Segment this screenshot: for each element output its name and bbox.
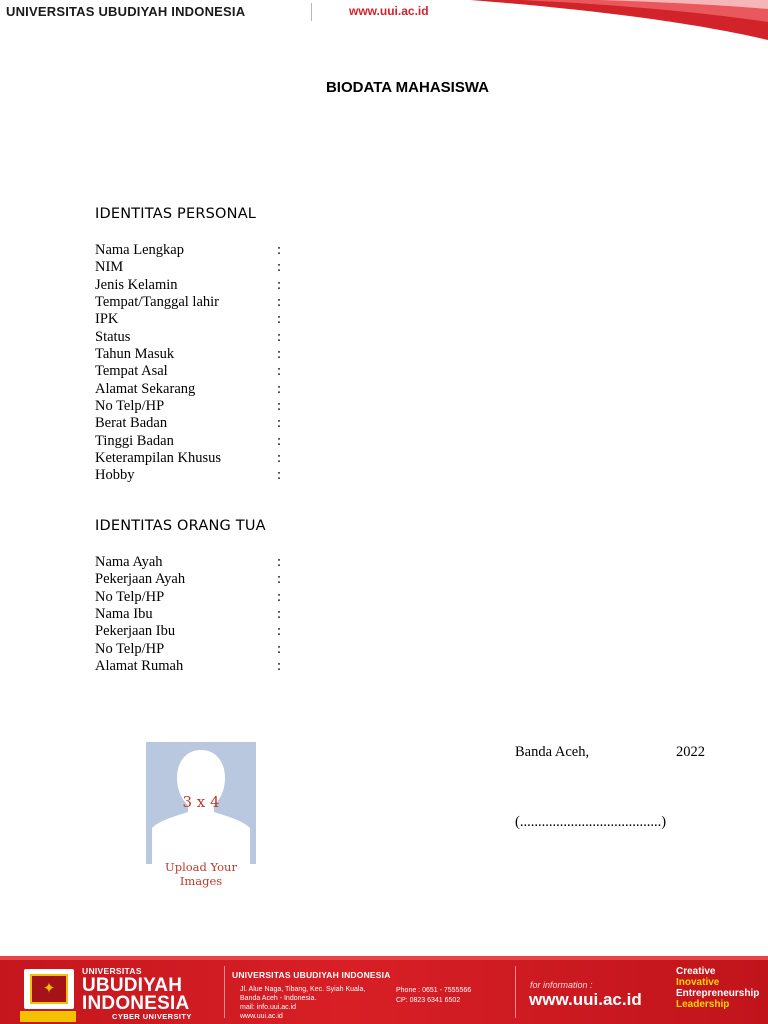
field-row (95, 623, 295, 640)
field-colon: : (277, 363, 282, 380)
signature-place: Banda Aceh, (515, 744, 590, 760)
field-colon: : (277, 328, 282, 345)
field-row (95, 606, 295, 623)
tagline-creative: Creative (676, 966, 716, 977)
field-colon: : (277, 658, 282, 675)
field-row (95, 277, 295, 294)
header-website-link[interactable]: www.uui.ac.id (349, 4, 429, 18)
field-colon: : (277, 606, 282, 623)
footer-website-link[interactable]: www.uui.ac.id (529, 990, 642, 1009)
field-colon: : (277, 432, 282, 449)
logo-cyber-text: CYBER UNIVERSITY (112, 1012, 192, 1021)
field-colon: : (277, 415, 282, 432)
field-row (95, 381, 295, 398)
field-row (95, 554, 295, 571)
logo-line-2: INDONESIA (82, 993, 190, 1014)
field-row (95, 259, 295, 276)
field-colon: : (277, 380, 282, 397)
parents-section-heading: IDENTITAS ORANG TUA (95, 518, 266, 534)
phone-line: CP: 0823 6341 6502 (396, 997, 461, 1004)
tagline-entrepreneurship: Entrepreneurship (676, 988, 760, 999)
field-row (95, 346, 295, 363)
field-row (95, 658, 295, 675)
signature-name-line: (.......................................) (515, 814, 667, 830)
personal-section-heading: IDENTITAS PERSONAL (95, 206, 257, 222)
field-colon: : (277, 588, 282, 605)
field-row (95, 571, 295, 588)
field-label: Nama Ibu (95, 606, 153, 623)
field-label: Pekerjaan Ayah (95, 571, 186, 588)
logo-small-text: UNIVERSITAS (82, 966, 142, 976)
field-colon: : (277, 276, 282, 293)
field-label: Tahun Masuk (95, 346, 175, 363)
crest-ribbon (20, 1011, 76, 1022)
field-label: Tempat/Tanggal lahir (95, 294, 219, 311)
field-row (95, 415, 295, 432)
header-swoosh-decoration (0, 0, 768, 40)
logo-line-1: UBUDIYAH (82, 975, 183, 996)
field-label: IPK (95, 311, 119, 328)
field-label: Pekerjaan Ibu (95, 623, 176, 640)
field-colon: : (277, 294, 282, 311)
footer-university-name: UNIVERSITAS UBUDIYAH INDONESIA (232, 970, 391, 980)
photo-size-label: 3 x 4 (182, 793, 220, 811)
field-colon: : (277, 554, 282, 570)
field-colon: : (277, 450, 282, 467)
photo-upload-placeholder[interactable] (146, 742, 256, 888)
field-colon: : (277, 311, 282, 328)
field-colon: : (277, 623, 282, 640)
page-footer (0, 956, 768, 1024)
field-colon: : (277, 571, 282, 588)
website-link[interactable]: www.uui.ac.id (240, 1013, 283, 1020)
field-label: Alamat Sekarang (95, 380, 196, 397)
field-colon: : (277, 242, 282, 258)
photo-upload-label: Upload Your Images (165, 860, 237, 888)
address-line: Banda Aceh - Indonesia. (240, 995, 317, 1002)
field-row (95, 294, 295, 311)
field-label: Berat Badan (95, 415, 168, 432)
field-row (95, 398, 295, 415)
field-row (95, 363, 295, 380)
field-row (95, 450, 295, 467)
field-colon: : (277, 346, 282, 363)
field-row (95, 433, 295, 450)
footer-info-label: for information : (530, 980, 593, 990)
field-row (95, 641, 295, 658)
field-colon: : (277, 398, 282, 415)
field-label: Alamat Rumah (95, 658, 184, 675)
field-label: NIM (95, 259, 124, 276)
phone-line: Phone : 0651 - 7555566 (396, 987, 472, 994)
field-colon: : (277, 467, 282, 484)
footer-address (240, 985, 390, 1021)
tagline-leadership: Leadership (676, 999, 730, 1010)
field-row (95, 242, 295, 259)
field-row (95, 311, 295, 328)
field-row (95, 329, 295, 346)
footer-phones (396, 986, 506, 1006)
university-crest-icon: ✦ (24, 969, 74, 1009)
field-label: Tinggi Badan (95, 432, 174, 449)
field-label: Tempat Asal (95, 363, 168, 380)
field-label: Keterampilan Khusus (95, 450, 222, 467)
field-label: Nama Ayah (95, 554, 163, 570)
footer-top-stripe (0, 956, 768, 960)
field-label: No Telp/HP (95, 640, 165, 657)
email-link[interactable]: mail: info.uui.ac.id (240, 1004, 297, 1011)
field-label: Nama Lengkap (95, 242, 184, 258)
header-university-name: UNIVERSITAS UBUDIYAH INDONESIA (6, 4, 246, 19)
field-label: No Telp/HP (95, 588, 165, 605)
address-line: Jl. Alue Naga, Tibang, Kec. Syiah Kuala, (240, 986, 366, 993)
field-colon: : (277, 259, 282, 276)
tagline-inovative: Inovative (676, 977, 720, 988)
field-label: Status (95, 328, 131, 345)
personal-field-list (95, 242, 295, 485)
field-label: Jenis Kelamin (95, 276, 178, 293)
field-row (95, 467, 295, 484)
document-title: BIODATA MAHASISWA (325, 79, 490, 96)
parents-field-list (95, 554, 295, 675)
footer-divider (224, 966, 225, 1018)
field-row (95, 589, 295, 606)
page-header (0, 0, 768, 40)
field-label: No Telp/HP (95, 398, 165, 415)
field-label: Hobby (95, 467, 135, 484)
field-colon: : (277, 640, 282, 657)
signature-year: 2022 (676, 744, 705, 760)
footer-divider (515, 966, 516, 1018)
